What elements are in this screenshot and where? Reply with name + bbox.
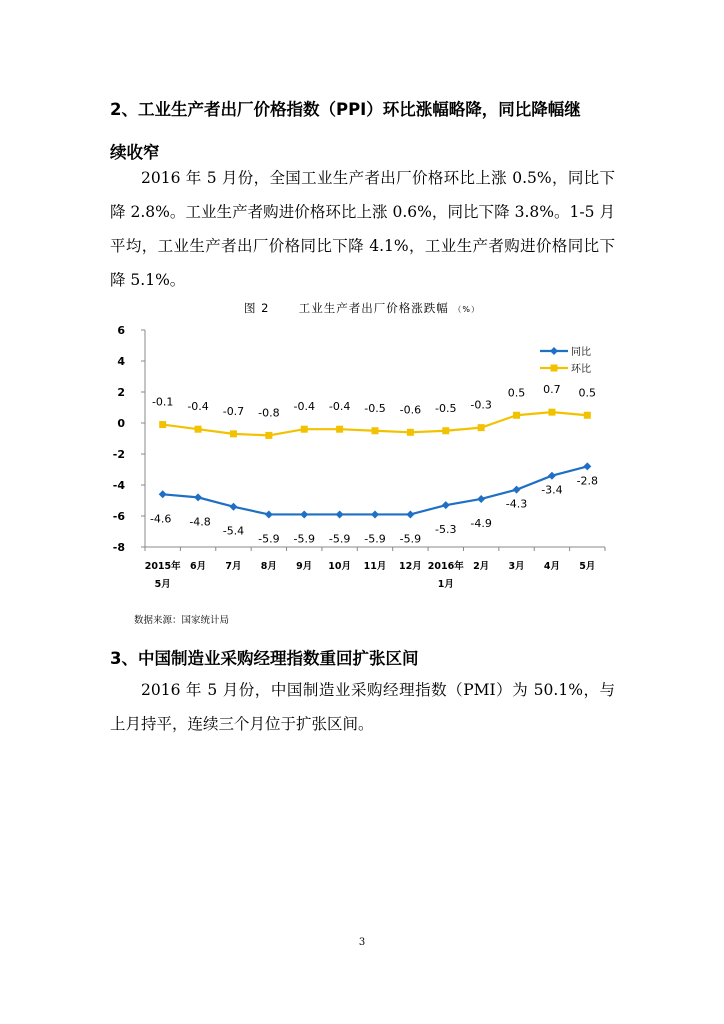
y-tick-label: 2 xyxy=(117,386,125,399)
data-point-yoy xyxy=(406,510,414,518)
data-label-mom: -0.8 xyxy=(258,406,280,420)
y-tick-label: -6 xyxy=(112,510,125,523)
ppi-line-chart xyxy=(100,318,620,603)
data-label-mom: -0.4 xyxy=(293,400,315,414)
data-label-mom: -0.6 xyxy=(399,403,422,417)
data-label-mom: 0.5 xyxy=(507,386,526,400)
figure-unit: （%） xyxy=(453,305,481,314)
data-label-mom: 0.7 xyxy=(543,383,561,397)
y-tick-label: -2 xyxy=(112,448,125,461)
data-label-mom: -0.4 xyxy=(328,400,351,414)
y-tick-label: -4 xyxy=(112,479,125,492)
x-tick-label: 7月 xyxy=(225,561,242,572)
figure-label: 图 2 xyxy=(243,301,270,315)
x-tick-label: 11月 xyxy=(363,561,387,572)
x-tick-label: 8月 xyxy=(260,561,277,572)
data-label-yoy: -5.9 xyxy=(258,532,280,546)
data-label-yoy: -4.8 xyxy=(189,515,211,529)
data-point-yoy xyxy=(159,490,167,498)
data-point-mom xyxy=(584,412,591,419)
data-label-yoy: -4.6 xyxy=(149,512,172,526)
data-point-yoy xyxy=(194,493,202,501)
section-2-heading-line-1: 2、工业生产者出厂价格指数（PPI）环比涨幅略降，同比降幅继 xyxy=(110,100,581,119)
page-number: 3 xyxy=(358,937,366,948)
data-label-yoy: -5.9 xyxy=(399,532,422,546)
data-point-mom xyxy=(336,426,343,433)
data-label-mom: -0.3 xyxy=(470,398,492,412)
data-point-mom xyxy=(159,421,166,428)
x-tick-label: 10月 xyxy=(328,561,351,572)
data-label-mom: -0.4 xyxy=(187,400,209,414)
y-tick-label: 4 xyxy=(117,355,125,368)
section-2-paragraph: 2016 年 5 月份，全国工业生产者出厂价格环比上涨 0.5%，同比下降 2.8%。工业生产者购进价格环比上涨 0.6%，同比下降 3.8%。1-5 月平均，工业生产者出厂价格同比下降 4.1%，工业生产者购进价格同比下降 5.1%。 xyxy=(110,169,615,289)
data-point-mom xyxy=(195,426,202,433)
data-point-yoy xyxy=(442,501,450,509)
x-tick-label: 1月 xyxy=(437,579,454,590)
figure-caption xyxy=(0,300,724,316)
data-label-yoy: -3.4 xyxy=(541,483,563,497)
data-label-mom: -0.5 xyxy=(435,401,457,415)
data-point-yoy xyxy=(336,510,344,518)
data-point-mom xyxy=(478,424,485,431)
x-tick-label: 4月 xyxy=(543,561,560,572)
section-3-paragraph: 2016 年 5 月份，中国制造业采购经理指数（PMI）为 50.1%，与上月持平，连续三个月位于扩张区间。 xyxy=(110,681,615,733)
data-label-yoy: -5.9 xyxy=(328,532,351,546)
data-label-yoy: -5.9 xyxy=(364,532,386,546)
data-point-yoy xyxy=(548,472,556,480)
x-tick-label: 9月 xyxy=(296,561,313,572)
data-label-yoy: -4.3 xyxy=(505,497,528,511)
legend-marker xyxy=(550,347,558,355)
section-2-heading xyxy=(110,94,615,168)
legend-label: 同比 xyxy=(571,347,591,358)
data-label-mom: -0.1 xyxy=(151,395,174,409)
data-point-yoy xyxy=(583,462,591,470)
x-tick-label: 12月 xyxy=(399,561,422,572)
data-point-mom xyxy=(548,409,555,416)
data-point-mom xyxy=(301,426,308,433)
figure-title: 工业生产者出厂价格涨跌幅 xyxy=(298,301,449,315)
data-label-yoy: -4.9 xyxy=(470,516,492,530)
data-point-mom xyxy=(407,429,414,436)
data-label-yoy: -5.3 xyxy=(435,523,457,537)
data-point-mom xyxy=(265,432,272,439)
data-point-mom xyxy=(442,427,449,434)
data-label-mom: 0.5 xyxy=(578,386,597,400)
data-label-yoy: -5.4 xyxy=(222,524,245,538)
x-tick-label: 2015年 xyxy=(144,561,181,572)
legend-marker xyxy=(551,365,558,372)
section-2-heading-line-2: 续收窄 xyxy=(110,143,160,162)
data-label-mom: -0.5 xyxy=(364,401,386,415)
x-tick-label: 5月 xyxy=(154,579,171,590)
data-point-yoy xyxy=(371,510,379,518)
data-point-yoy xyxy=(265,510,273,518)
data-point-yoy xyxy=(229,503,237,511)
x-tick-label: 2016年 xyxy=(427,561,464,572)
y-tick-label: 6 xyxy=(117,324,125,337)
x-tick-label: 2月 xyxy=(473,561,490,572)
legend-label: 环比 xyxy=(571,364,591,375)
y-tick-label: 0 xyxy=(117,417,125,430)
section-3-heading: 3、中国制造业采购经理指数重回扩张区间 xyxy=(110,649,419,668)
data-point-mom xyxy=(372,427,379,434)
data-label-yoy: -2.8 xyxy=(576,474,599,488)
data-point-mom xyxy=(230,430,237,437)
data-point-mom xyxy=(513,412,520,419)
data-label-mom: -0.7 xyxy=(222,404,245,418)
data-label-yoy: -5.9 xyxy=(293,532,315,546)
data-point-yoy xyxy=(477,495,485,503)
data-point-yoy xyxy=(300,510,308,518)
data-point-yoy xyxy=(513,486,521,494)
x-tick-label: 3月 xyxy=(508,561,525,572)
data-source: 数据来源：国家统计局 xyxy=(134,615,230,626)
y-tick-label: -8 xyxy=(112,541,125,554)
x-tick-label: 6月 xyxy=(190,561,207,572)
x-tick-label: 5月 xyxy=(579,561,596,572)
